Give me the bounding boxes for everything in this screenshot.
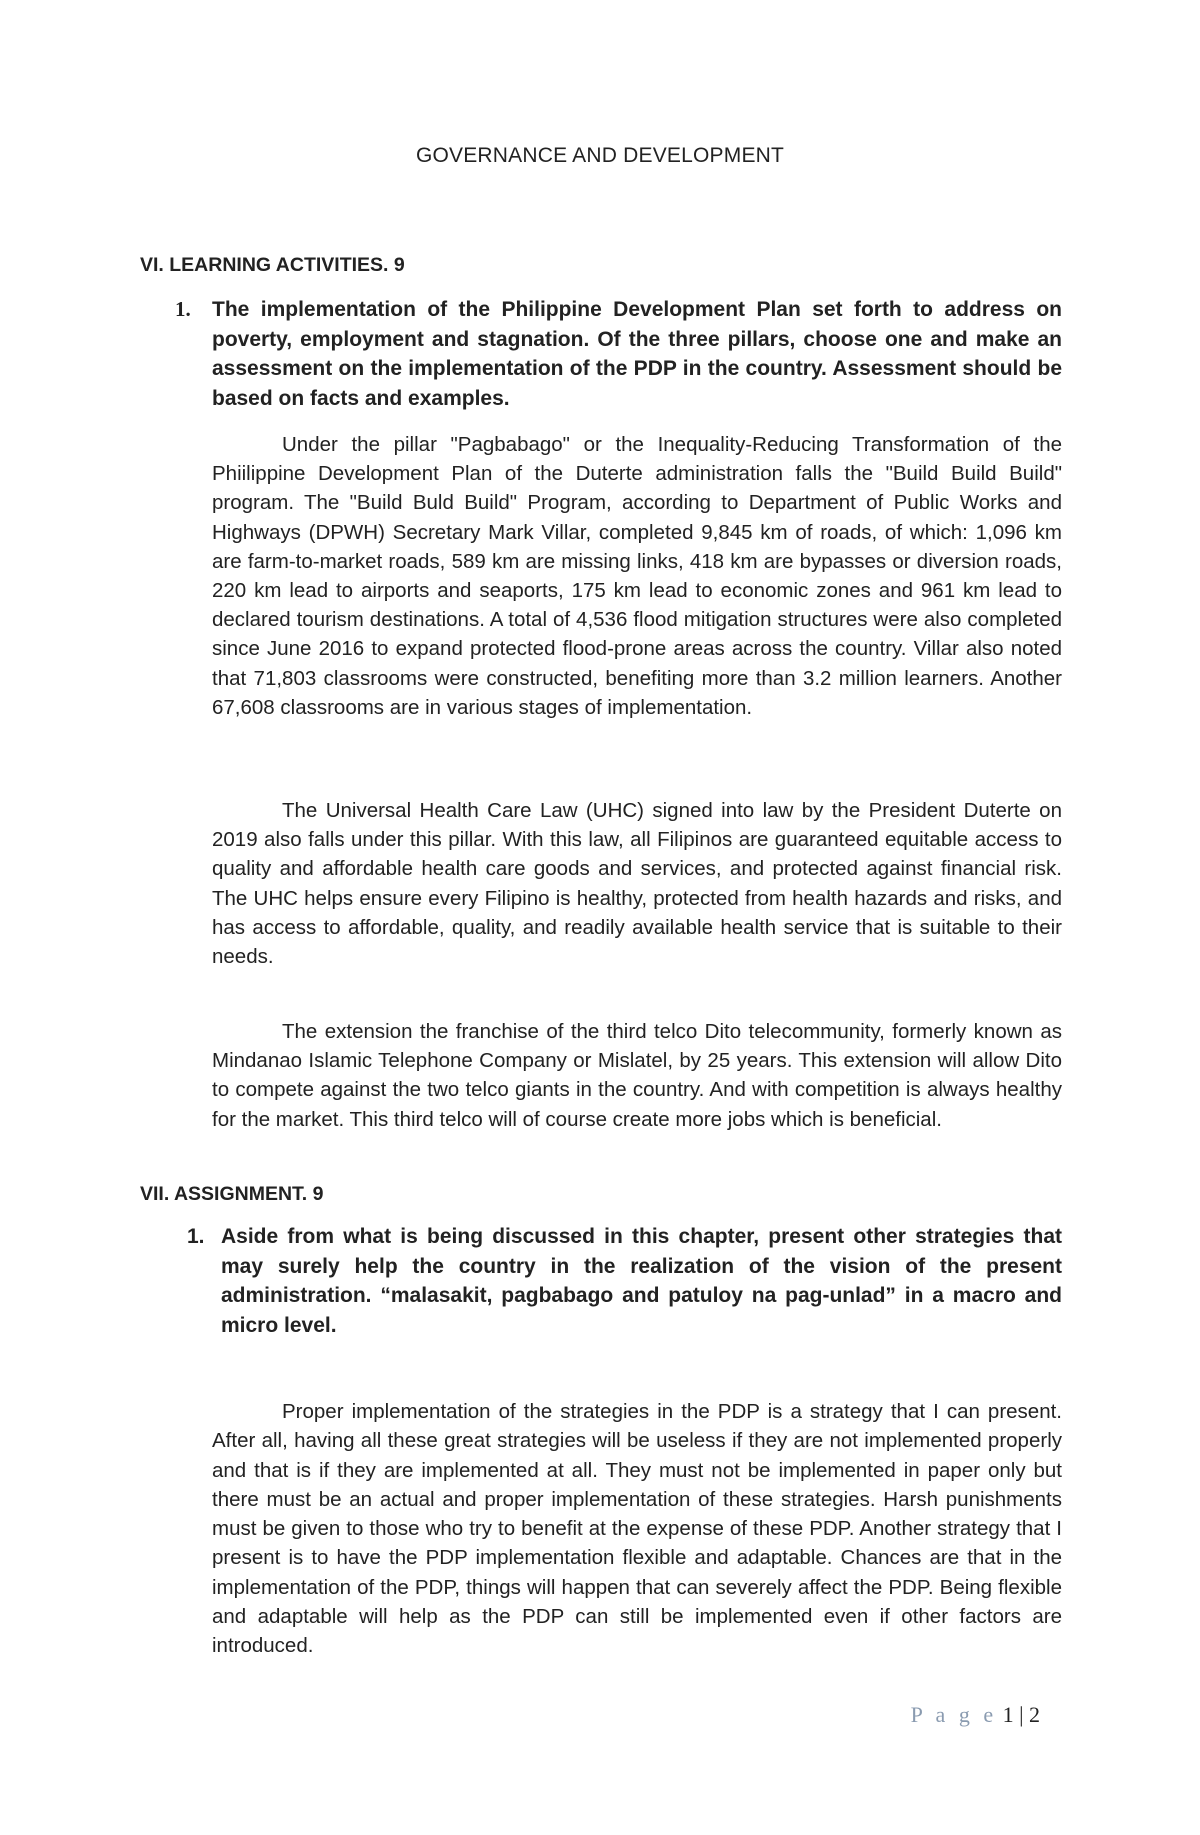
question-learning-activity-1 bbox=[175, 295, 1062, 413]
question-text: The implementation of the Philippine Development Plan set forth to address on poverty, employment and stagnation. Of the three pillars, choose one and make an assessment on the implementation of the PDP in the country. Assessment should be based on facts and examples. bbox=[212, 298, 1062, 410]
section-heading-learning-activities: VI. LEARNING ACTIVITIES. 9 bbox=[140, 254, 405, 276]
question-assignment-1 bbox=[187, 1222, 1062, 1340]
answer-paragraph-universal-health-care: The Universal Health Care Law (UHC) signed into law by the President Duterte on 2019 also falls under this pillar. With this law, all Filipinos are guaranteed equitable access to quality and affordable health care goods and services, and protected against financial risk. The UHC helps ensure every Filipino is healthy, protected from health hazards and risks, and has access to affordable, quality, and readily available health service that is suitable to their needs. bbox=[212, 799, 1062, 969]
document-title: GOVERNANCE AND DEVELOPMENT bbox=[415, 144, 785, 167]
page-footer bbox=[911, 1702, 1040, 1728]
section-heading-assignment: VII. ASSIGNMENT. 9 bbox=[140, 1183, 324, 1205]
answer-paragraph-third-telco: The extension the franchise of the third telco Dito telecommunity, formerly known as Mindanao Islamic Telephone Company or Mislatel, by 25 years. This extension will allow Dito to compete against the two telco giants in the country. And with competition is always healthy for the market. This third telco will of course create more jobs which is beneficial. bbox=[212, 1020, 1062, 1131]
question-number: 1. bbox=[187, 1225, 205, 1248]
page-number: 1 | 2 bbox=[1002, 1702, 1040, 1727]
page-label: P a g e bbox=[910, 1702, 998, 1727]
answer-paragraph-build-build-build: Under the pillar "Pagbabago" or the Inequality-Reducing Transformation of the Phiilippine Development Plan of the Duterte administration falls the "Build Build Build" program. The "Build Buld Build" Program, according to Department of Public Works and Highways (DPWH) Secretary Mark Villar, completed 9,845 km of roads, of which: 1,096 km are farm-to-market roads, 589 km are missing links, 418 km are bypasses or diversion roads, 220 km lead to airports and seaports, 175 km lead to economic zones and 961 km lead to declared tourism destinations. A total of 4,536 flood mitigation structures were also completed since June 2016 to expand protected flood-prone areas across the country. Villar also noted that 71,803 classrooms were constructed, benefiting more than 3.2 million learners. Another 67,608 classrooms are in various stages of implementation. bbox=[212, 433, 1062, 719]
answer-paragraph-proper-implementation: Proper implementation of the strategies in the PDP is a strategy that I can present. After all, having all these great strategies will be useless if they are not implemented properly and that is if they are implemented at all. They must not be implemented in paper only but there must be an actual and proper implementation of these strategies. Harsh punishments must be given to those who try to benefit at the expense of these PDP. Another strategy that I present is to have the PDP implementation flexible and adaptable. Chances are that in the implementation of the PDP, things will happen that can severely affect the PDP. Being flexible and adaptable will help as the PDP can still be implemented even if other factors are introduced. bbox=[212, 1400, 1062, 1658]
question-number: 1. bbox=[175, 297, 191, 321]
question-text: Aside from what is being discussed in this chapter, present other strategies that may surely help the country in the realization of the vision of the present administration. “malasakit, pagbabago and patuloy na pag-unlad” in a macro and micro level. bbox=[221, 1225, 1062, 1337]
